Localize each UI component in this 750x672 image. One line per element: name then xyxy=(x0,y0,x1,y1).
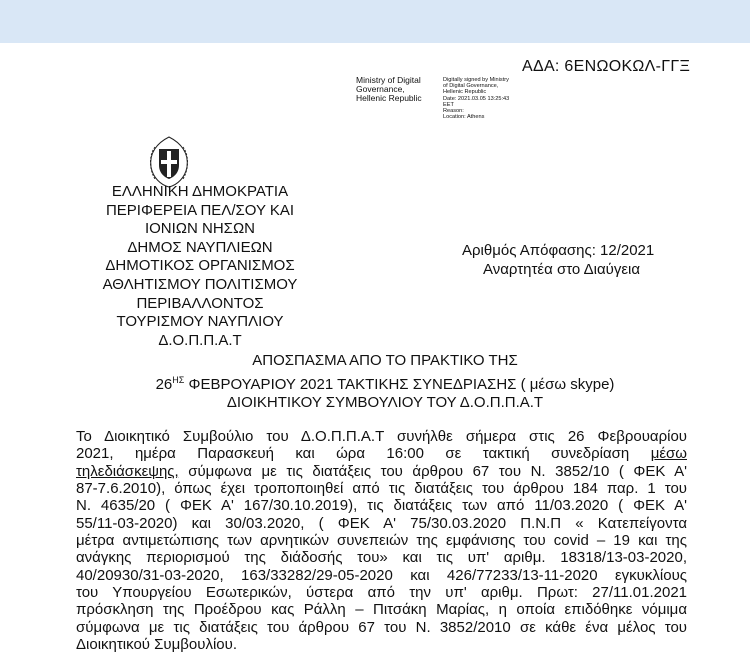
signature-org-line: Hellenic Republic xyxy=(356,93,422,103)
body-line: Ν. 4635/20 ( ΦΕΚ Α' 167/30.10.2019), τις διατάξεις των από 11/03.2020 ( ΦΕΚ Α' xyxy=(76,497,687,515)
signature-organization xyxy=(356,76,422,103)
hellenic-emblem-icon xyxy=(141,133,197,189)
decision-info xyxy=(462,242,654,279)
title-date-number: 26 xyxy=(155,375,173,393)
title-date-rest: ΦΕΒΡΟΥΑΡΙΟΥ 2021 ΤΑΚΤΙΚΗΣ ΣΥΝΕΔΡΙΑΣΗΣ ( μέσω skype) xyxy=(184,375,615,393)
signature-org-line: Governance, xyxy=(356,84,405,94)
body-text: σύμφωνα με τις διατάξεις του άρθρου 67 του Ν. 3852/10 ( ΦΕΚ Α' xyxy=(178,462,687,480)
decision-number: Αριθμός Απόφασης: 12/2021 xyxy=(462,242,655,259)
ada-code: ΑΔΑ: 6ΕΝΩΟΚΩΛ-ΓΓΞ xyxy=(522,58,691,75)
body-line: σύμφωνα με τις διατάξεις του άρθρου 67 του Ν. 3852/2010 σε κάθε ένα μέλος του xyxy=(76,618,687,636)
header-line: ΙΟΝΙΩΝ ΝΗΣΩΝ xyxy=(144,220,256,238)
authority-header xyxy=(60,183,340,350)
body-line: 40/20930/31-03-2020, 163/33282/29-05-2020 και 426/77233/13-11-2020 εγκυκλίους xyxy=(76,566,687,584)
signature-detail-line: Date: 2021.03.05 13:25:43 xyxy=(443,95,510,102)
title-line-1: ΑΠΟΣΠΑΣΜΑ ΑΠΟ ΤΟ ΠΡΑΚΤΙΚΟ ΤΗΣ xyxy=(252,352,518,369)
signature-detail-line: Digitally signed by Ministry xyxy=(443,77,509,83)
body-line: Το Διοικητικό Συμβούλιο του Δ.Ο.Π.Π.Α.Τ συνήλθε σήμερα στις 26 Φεβρουαρίου xyxy=(76,428,687,445)
header-line: ΕΛΛΗΝΙΚΗ ΔΗΜΟΚΡΑΤΙΑ xyxy=(111,183,289,200)
header-line: ΑΘΛΗΤΙΣΜΟΥ ΠΟΛΙΤΙΣΜΟΥ xyxy=(102,275,298,293)
header-line: ΠΕΡΙΒΑΛΛΟΝΤΟΣ xyxy=(136,294,264,312)
body-underlined-text: μέσω xyxy=(650,445,687,463)
signature-detail-line: EET xyxy=(443,101,454,108)
signature-detail-line: Reason: xyxy=(443,108,464,115)
signature-details xyxy=(443,77,509,120)
body-paragraph xyxy=(76,428,687,653)
header-line: ΔΗΜΟΣ ΝΑΥΠΛΙΕΩΝ xyxy=(127,238,273,256)
header-line: ΤΟΥΡΙΣΜΟΥ ΝΑΥΠΛΙΟΥ xyxy=(116,313,284,331)
body-line: ανάγκης περιορισμού της διάδοσής του» και τις υπ' αριθμ. 18318/13-03-2020, xyxy=(76,549,687,567)
body-underlined-text: τηλεδιάσκεψης, xyxy=(76,462,179,480)
body-line: Διοικητικού Συμβουλίου. xyxy=(76,636,237,654)
signature-detail-line: Hellenic Republic xyxy=(443,89,487,96)
body-line: 55/11-03-2020) και 30/03.2020, ( ΦΕΚ Α' 75/30.03.2020 Π.Ν.Π « Κατεπείγοντα xyxy=(76,514,687,532)
body-line: πρόσκληση της Προέδρου κας Ράλλη – Πιτσάκη Μαρίας, η οποία επιδόθηκε νόμιμα xyxy=(76,601,687,619)
document-title xyxy=(95,352,675,413)
body-text: 2021, ημέρα Παρασκευή και ώρα 16:00 σε τακτική συνεδρίαση xyxy=(76,445,651,463)
title-line-2 xyxy=(95,371,675,395)
header-line: ΠΕΡΙΦΕΡΕΙΑ ΠΕΛ/ΣΟΥ ΚΑΙ xyxy=(105,201,295,219)
body-line: 87-7.6.2010), όπως έχει τροποποιηθεί από τις διατάξεις του άρθρου 184 παρ. 1 του xyxy=(76,480,687,498)
posting-note: Αναρτητέα στο Διαύγεια xyxy=(483,260,641,278)
header-line: ΔΗΜΟΤΙΚΟΣ ΟΡΓΑΝΙΣΜΟΣ xyxy=(105,257,295,275)
body-line: του Υπουργείου Εσωτερικών, ύστερα από την υπ' αριθμ. Πρωτ: 27/11.01.2021 xyxy=(76,584,687,602)
body-line xyxy=(76,463,687,480)
header-line: Δ.Ο.Π.Π.Α.Τ xyxy=(158,331,242,349)
signature-detail-line: of Digital Governance, xyxy=(443,83,499,90)
signature-org-line: Ministry of Digital xyxy=(356,75,421,85)
viewer-top-bar xyxy=(0,0,750,43)
body-line xyxy=(76,445,687,462)
body-line: μέτρα αντιμετώπισης των αρνητικών συνεπειών της εμφάνισης του covid – 19 και της xyxy=(76,532,687,550)
signature-detail-line: Location: Athens xyxy=(443,114,485,121)
title-line-3: ΔΙΟΙΚΗΤΙΚΟΥ ΣΥΜΒΟΥΛΙΟΥ ΤΟΥ Δ.Ο.Π.Π.Α.Τ xyxy=(226,394,544,412)
title-date-suffix: ΗΣ xyxy=(172,374,185,385)
